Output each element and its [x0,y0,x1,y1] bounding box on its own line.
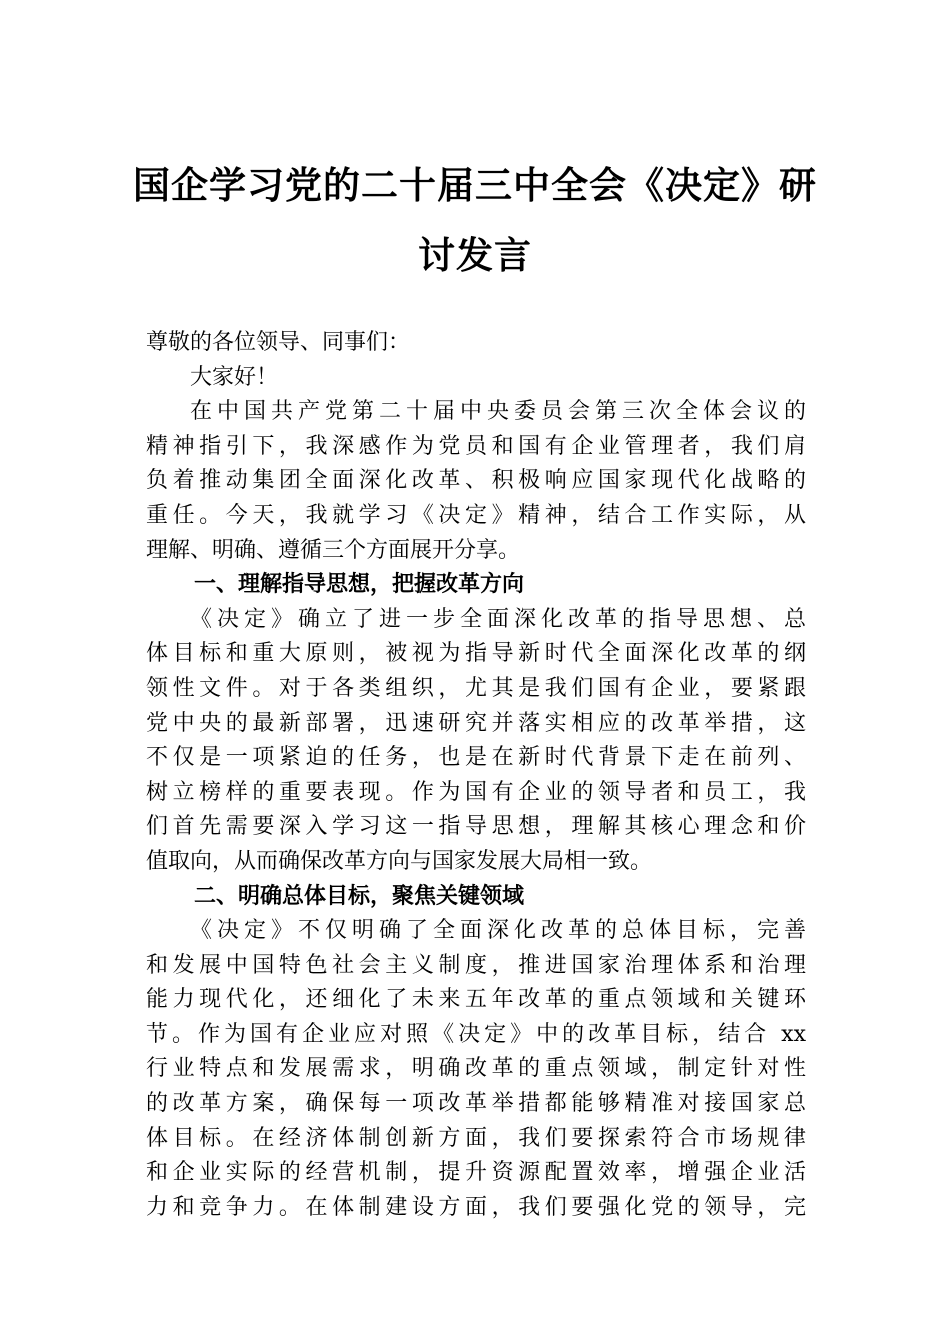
intro-line: 理解、明确、遵循三个方面展开分享。 [146,537,521,563]
document-title-line-1: 国企学习党的二十届三中全会《决定》研 [133,163,817,207]
document-body [146,326,806,1225]
section-1-line: 不仅是一项紧迫的任务，也是在新时代背景下走在前列、 [146,745,806,771]
intro-line: 负着推动集团全面深化改革、积极响应国家现代化战略的 [146,468,806,494]
section-1-heading: 一、理解指导思想，把握改革方向 [194,572,525,598]
document-title-line-2: 讨发言 [418,233,532,277]
intro-line: 重任。今天，我就学习《决定》精神，结合工作实际，从 [146,502,806,528]
section-2-line: 力和竞争力。在体制建设方面，我们要强化党的领导，完 [146,1194,806,1220]
section-2-line: 和发展中国特色社会主义制度，推进国家治理体系和治理 [146,952,806,978]
section-2-line: 的改革方案，确保每一项改革举措都能够精准对接国家总 [146,1091,806,1117]
section-2-heading: 二、明确总体目标，聚焦关键领域 [194,883,525,909]
greeting: 大家好！ [190,364,279,390]
section-1-line: 树立榜样的重要表现。作为国有企业的领导者和员工，我 [146,779,806,805]
section-2-line: 节。作为国有企业应对照《决定》中的改革目标，结合 xx [146,1021,806,1047]
section-1-line: 体目标和重大原则，被视为指导新时代全面深化改革的纲 [146,641,806,667]
section-1-line: 党中央的最新部署，迅速研究并落实相应的改革举措，这 [146,710,806,736]
section-1-line: 《决定》确立了进一步全面深化改革的指导思想、总 [190,606,806,632]
section-2-line: 和企业实际的经营机制，提升资源配置效率，增强企业活 [146,1160,806,1186]
section-1-line: 们首先需要深入学习这一指导思想，理解其核心理念和价 [146,814,806,840]
intro-line: 精神指引下，我深感作为党员和国有企业管理者，我们肩 [146,433,806,459]
section-2-line: 行业特点和发展需求，明确改革的重点领域，制定针对性 [146,1056,806,1082]
section-1-line: 值取向，从而确保改革方向与国家发展大局相一致。 [146,848,653,874]
section-1-line: 领性文件。对于各类组织，尤其是我们国有企业，要紧跟 [146,675,806,701]
section-2-line: 能力现代化，还细化了未来五年改革的重点领域和关键环 [146,987,806,1013]
section-2-line: 《决定》不仅明确了全面深化改革的总体目标，完善 [190,918,806,944]
section-2-line: 体目标。在经济体制创新方面，我们要探索符合市场规律 [146,1125,806,1151]
salutation: 尊敬的各位领导、同事们： [146,330,411,355]
intro-line: 在中国共产党第二十届中央委员会第三次全体会议的 [190,399,806,425]
